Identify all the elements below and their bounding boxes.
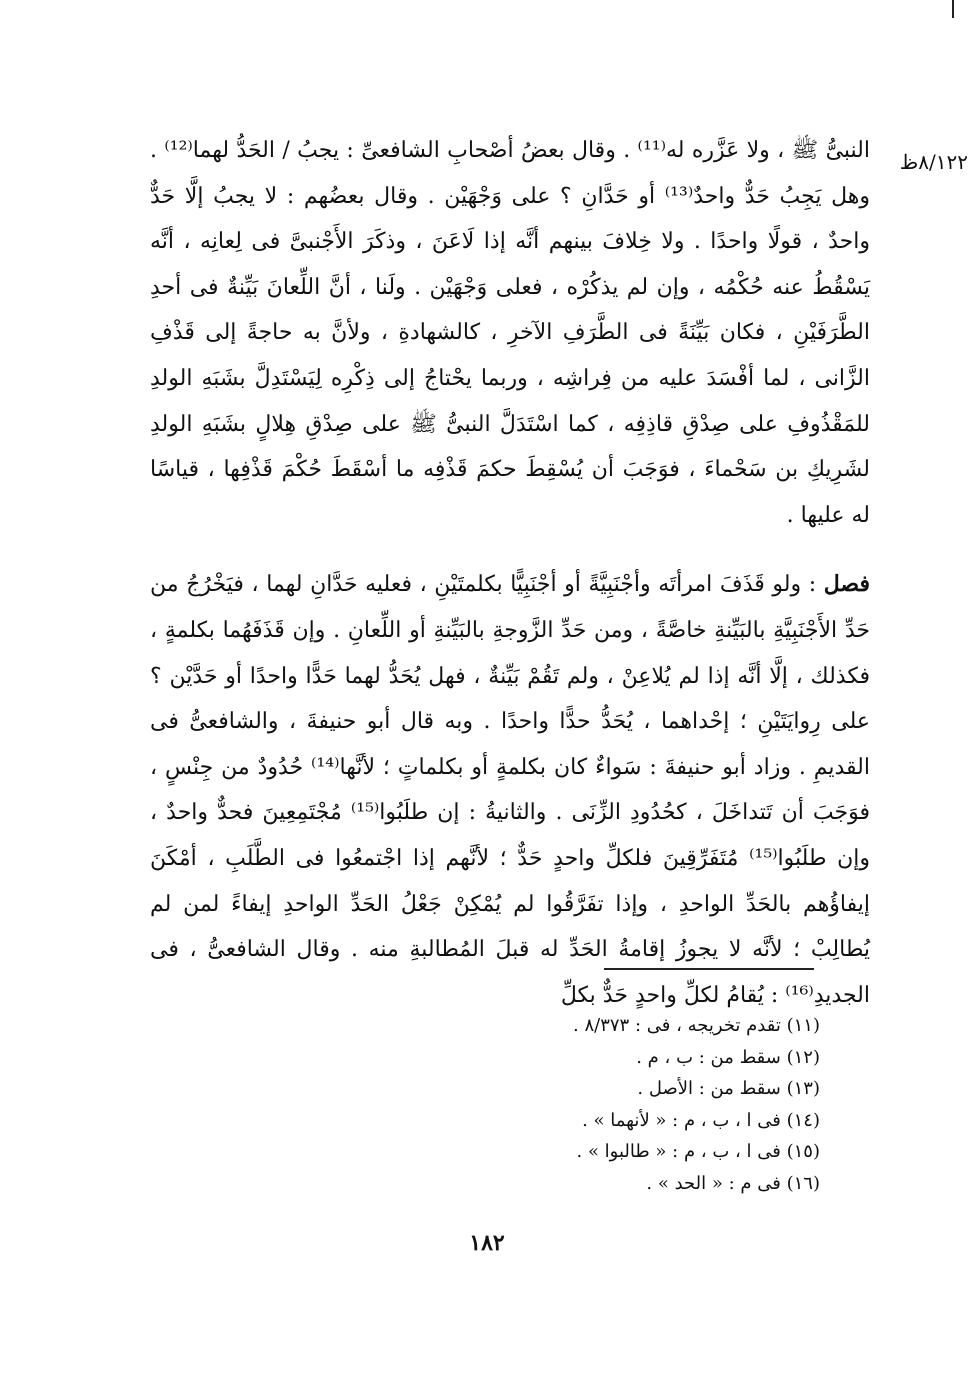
footnote: (١٤) فى ا ، ب ، م : « لأنهما » .	[582, 1109, 820, 1131]
corner-mark	[952, 0, 954, 18]
footnote: (١٥) فى ا ، ب ، م : « طالبوا » .	[576, 1141, 820, 1162]
section-heading: فصل	[823, 571, 870, 598]
paragraph-2	[150, 562, 870, 1018]
footnote: (١٣) سقط من : الأصل .	[637, 1078, 820, 1099]
footnote: (١٦) فى م : « الحد » .	[646, 1172, 820, 1194]
footnotes	[440, 1010, 820, 1199]
page-number: ١٨٢	[469, 1230, 505, 1256]
main-text	[150, 128, 870, 1018]
paragraph-2-text: : ولو قَذَفَ امرأتَه وأجْنَبِيَّةً أو أجْنَبِيًّا بكلمتَيْنِ ، فعليه حَدَّانِ لهما ، فيَخْرُجُ من حَدِّ الأَجْنَبِيَّةِ بالبَيِّنةِ خاصَّةً ، ومن حَدِّ الزَّوجةِ بالبَيِّنةِ أو اللِّعانِ . وإن قَذَفَهُما بكلمةٍ ، فكذلك ، إلَّا أنَّه إذا لم يُلاعِنْ ، ولم تَقُمْ بَيِّنةٌ ، فهل يُحَدُّ لهما حَدًّا واحدًا أو حَدَّيْن ؟ على رِوايَتَيْنِ ؛ إحْداهما ، يُحَدُّ حدًّا واحدًا . وبه قال أبو حنيفةَ ، والشافعىُّ فى القديمِ . وزاد أبو حنيفةَ : سَواءٌ كان بكلمةٍ أو بكلماتٍ ؛ لأنَّها⁽¹⁴⁾ حُدُودٌ من جِنْسٍ ، فوَجَبَ أن تَتداخَلَ ، كحُدُودِ الزِّنَى . والثانيةُ : إن طلَبُوا⁽¹⁵⁾ مُجْتَمِعِينَ فحدٌّ واحدٌ ، وإن طلَبُوا⁽¹⁵⁾ مُتَفَرِّقِينَ فلكلِّ واحدٍ حَدٌّ ؛ لأنَّهم إذا اجْتمعُوا فى الطَّلَبِ ، أمْكَنَ إيفاؤُهم بالحَدِّ الواحدِ ، وإذا تفَرَّقُوا لم يُمْكِنْ جَعْلُ الحَدِّ الواحدِ إيفاءً لمن لم يُطالِبْ ؛ لأنَّه لا يجوزُ إقامةُ الحَدِّ له قبلَ المُطالبةِ منه . وقال الشافعىُّ ، فى الجديدِ⁽¹⁶⁾ : يُقامُ لكلِّ واحدٍ حَدٌّ بكلِّ	[150, 572, 871, 1008]
footnote: (١٢) سقط من : ب ، م .	[636, 1046, 820, 1068]
footnote: (١١) تقدم تخريجه ، فى : ٨/٣٧٣ .	[573, 1015, 820, 1036]
paragraph-1-text: النبىُّ ﷺ ، ولا عَزَّره له⁽¹¹⁾ . وقال بعضُ أصْحابِ الشافعىِّ : يجبُ / الحَدُّ لهما⁽¹²⁾ . وهل يَجِبُ حَدٌّ واحدٌ⁽¹³⁾ أو حَدَّانِ ؟ على وَجْهَيْن . وقال بعضُهم : لا يجبُ إلَّا حَدٌّ واحدٌ ، قولًا واحدًا . ولا خِلافَ بينهم أنَّه إذا لَاعَنَ ، وذكَرَ الأَجْنبىَّ فى لِعانِه ، أنَّه يَسْقُطُ عنه حُكْمُه ، وإن لم يذكُرْه ، فعلى وَجْهَيْن . ولَنا ، أنَّ اللِّعانَ بَيِّنةٌ فى أحدِ الطَّرَفَيْنِ ، فكان بَيِّنَةً فى الطَّرَفِ الآخرِ ، كالشهادةِ ، ولأنَّ به حاجةً إلى قَذْفِ الزَّانى ، لما أفْسَدَ عليه من فِراشِه ، وربما يحْتاجُ إلى ذِكْرِه لِيَسْتَدِلَّ بشَبَهِ الولدِ للمَقْذُوفِ على صِدْقِ قاذِفِه ، كما اسْتَدَلَّ النبىُّ ﷺ على صِدْقِ هِلالٍ بشَبَهِ الولدِ لشَرِيكِ بن سَحْماءَ ، فوَجَبَ أن يُسْقِطَ حكمَ قَذْفِه ما أسْقَطَ حُكْمَ قَذْفِها ، قياسًا له عليها .	[150, 138, 870, 528]
footnote-divider	[604, 968, 814, 970]
margin-reference: ٨/١٢٢ظ	[899, 150, 968, 174]
paragraph-1	[150, 128, 870, 538]
